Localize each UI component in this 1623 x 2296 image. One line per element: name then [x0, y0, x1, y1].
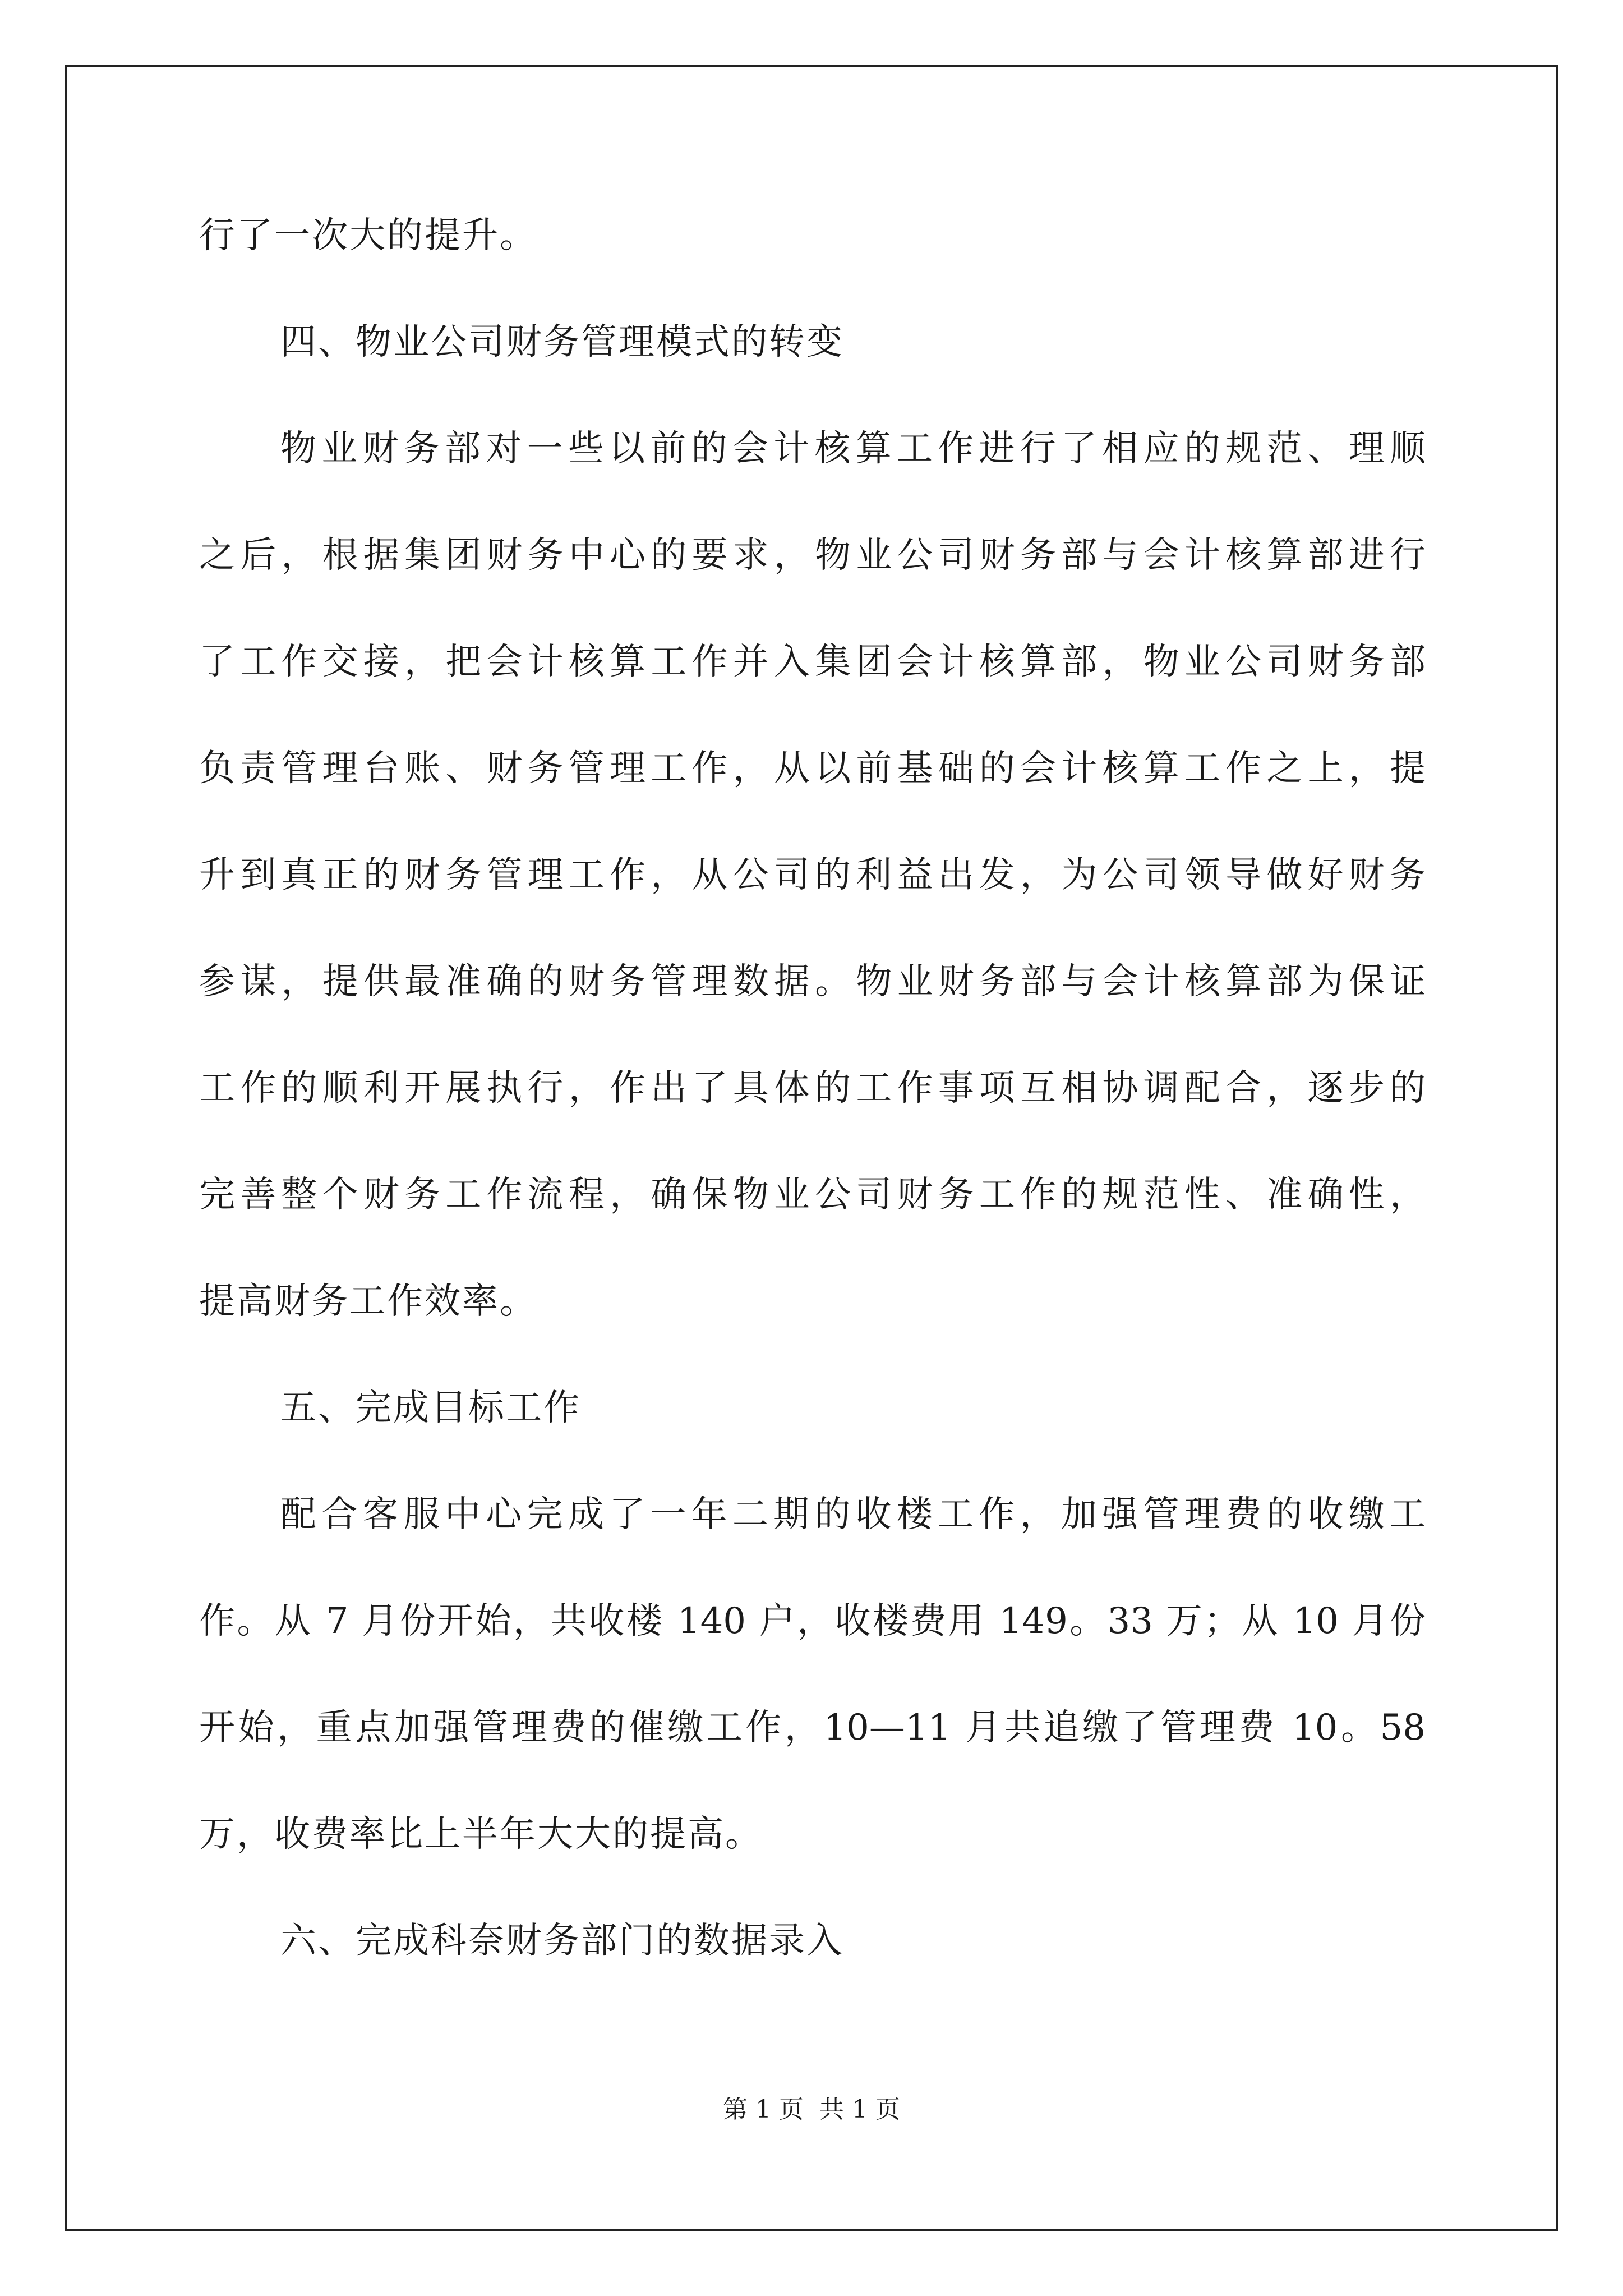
paragraph-line: 之后，根据集团财务中心的要求，物业公司财务部与会计核算部进行 — [199, 535, 1426, 576]
paragraph-line: 工作的顺利开展执行，作出了具体的工作事项互相协调配合，逐步的 — [199, 1068, 1426, 1109]
paragraph-line: 万，收费率比上半年大大的提高。 — [199, 1814, 763, 1855]
paragraph-line: 提高财务工作效率。 — [199, 1281, 537, 1322]
paragraph-line: 物业财务部对一些以前的会计核算工作进行了相应的规范、理顺 — [280, 428, 1426, 470]
paragraph-line: 开始，重点加强管理费的催缴工作，10—11 月共追缴了管理费 10。58 — [199, 1707, 1426, 1749]
page-number: 第 1 页 — [723, 2095, 804, 2124]
paragraph-line: 行了一次大的提升。 — [199, 215, 537, 256]
paragraph-line: 参谋，提供最准确的财务管理数据。物业财务部与会计核算部为保证 — [199, 961, 1426, 1002]
paragraph-line: 完善整个财务工作流程，确保物业公司财务工作的规范性、准确性， — [199, 1174, 1426, 1216]
section-heading: 四、物业公司财务管理模式的转变 — [280, 321, 844, 363]
paragraph-line: 负责管理台账、财务管理工作，从以前基础的会计核算工作之上，提 — [199, 748, 1426, 789]
page-total: 共 1 页 — [819, 2095, 900, 2124]
paragraph-line: 了工作交接，把会计核算工作并入集团会计核算部，物业公司财务部 — [199, 641, 1426, 683]
paragraph-line: 作。从 7 月份开始，共收楼 140 户，收楼费用 149。33 万；从 10 月份 — [199, 1600, 1426, 1642]
paragraph-line: 升到真正的财务管理工作，从公司的利益出发，为公司领导做好财务 — [199, 854, 1426, 896]
page-footer — [0, 2094, 1623, 2125]
section-heading: 六、完成科奈财务部门的数据录入 — [280, 1920, 844, 1962]
section-heading: 五、完成目标工作 — [280, 1387, 581, 1429]
paragraph-line: 配合客服中心完成了一年二期的收楼工作，加强管理费的收缴工 — [280, 1494, 1426, 1535]
